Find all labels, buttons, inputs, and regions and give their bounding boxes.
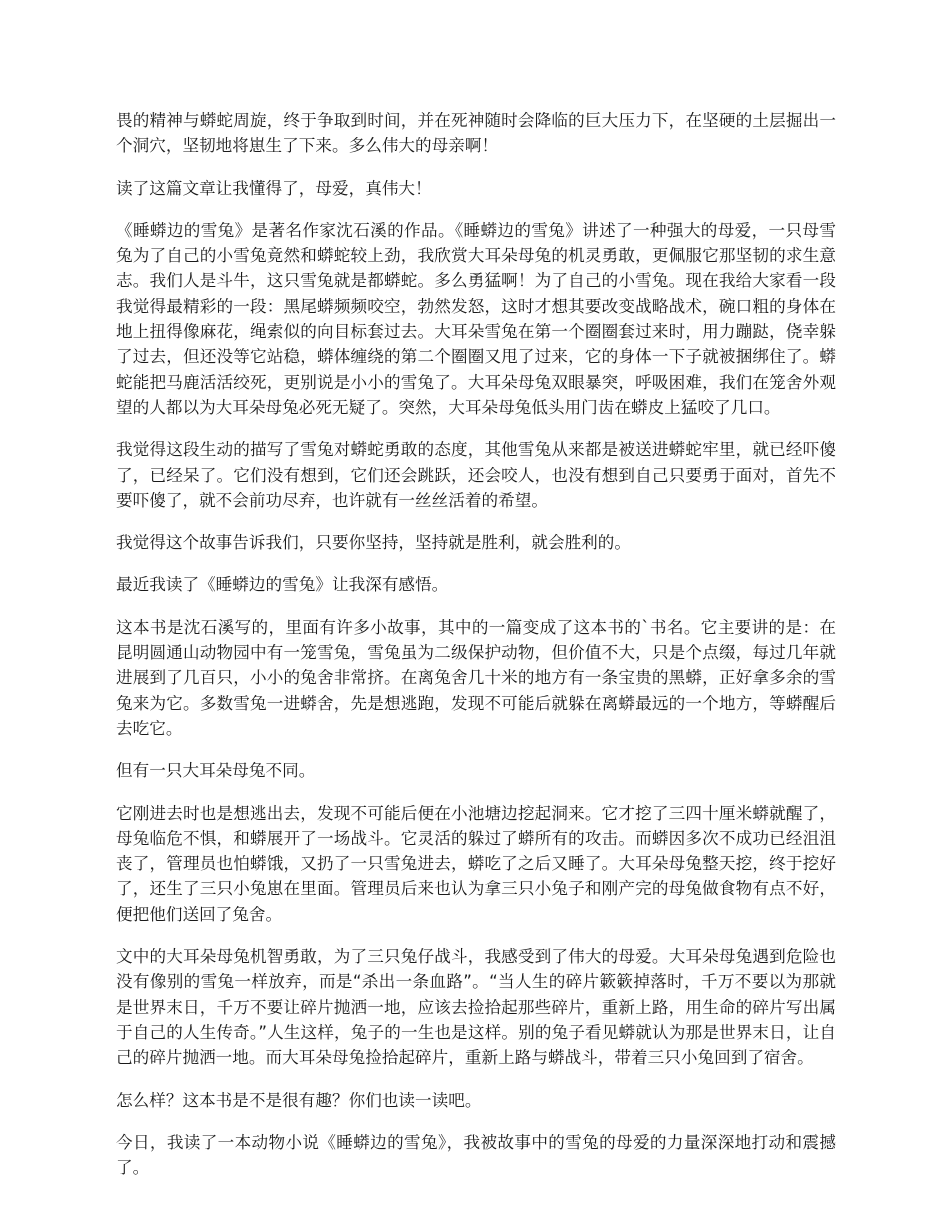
paragraph-3: 《睡蟒边的雪兔》是著名作家沈石溪的作品。《睡蟒边的雪兔》讲述了一种强大的母爱，一只母雪兔为了自己的小雪兔竟然和蟒蛇较上劲，我欣赏大耳朵母兔的机灵勇敢，更佩服它那坚韧的求生意志。我们人是斗牛，这只雪兔就是都蟒蛇。多么勇猛啊！为了自己的小雪兔。现在我给大家看一段我觉得最精彩的一段：黑尾蟒频频咬空，勃然发怒，这时才想其要改变战略战术，碗口粗的身体在地上扭得像麻花，绳索似的向目标套过去。大耳朵雪兔在第一个圈圈套过来时，用力蹦跶，侥幸躲了过去，但还没等它站稳，蟒体缠绕的第二个圈圈又甩了过来，它的身体一下子就被捆绑住了。蟒蛇能把马鹿活活绞死，更别说是小小的雪兔了。大耳朵母兔双眼暴突，呼吸困难，我们在笼舍外观望的人都以为大耳朵母兔必死无疑了。突然，大耳朵母兔低头用门齿在蟒皮上猛咬了几口。	[116, 220, 836, 417]
paragraph-4: 我觉得这段生动的描写了雪兔对蟒蛇勇敢的态度，其他雪兔从来都是被送进蟒蛇牢里，就已经吓傻了，已经呆了。它们没有想到，它们还会跳跃，还会咬人，也没有想到自己只要勇于面对，首先不要吓傻了，就不会前功尽弃，也许就有一丝丝活着的希望。	[116, 440, 836, 510]
paragraph-11: 怎么样？这本书是不是很有趣？你们也读一读吧。	[116, 1090, 482, 1110]
paragraph-6: 最近我读了《睡蟒边的雪兔》让我深有感悟。	[116, 575, 449, 595]
document-body	[116, 108, 836, 1197]
paragraph-7: 这本书是沈石溪写的，里面有许多小故事，其中的一篇变成了这本书的`书名。它主要讲的是：在昆明圆通山动物园中有一笼雪兔，雪兔虽为二级保护动物，但价值不大，只是个点缀，每过几年就进展到了几百只，小小的兔舍非常挤。在离兔舍几十米的地方有一条宝贵的黑蟒，正好拿多余的雪兔来为它。多数雪兔一进蟒舍，先是想逃跑，发现不可能后就躲在离蟒最远的一个地方，等蟒醒后去吃它。	[116, 617, 836, 738]
paragraph-8: 但有一只大耳朵母兔不同。	[116, 761, 316, 781]
paragraph-1: 畏的精神与蟒蛇周旋，终于争取到时间，并在死神随时会降临的巨大压力下，在坚硬的土层掘出一个洞穴，坚韧地将崽生了下来。多么伟大的母亲啊！	[116, 111, 836, 156]
paragraph-2: 读了这篇文章让我懂得了，母爱，真伟大！	[116, 178, 432, 198]
paragraph-9: 它刚进去时也是想逃出去，发现不可能后便在小池塘边挖起洞来。它才挖了三四十厘米蟒就醒了，母兔临危不惧，和蟒展开了一场战斗。它灵活的躲过了蟒所有的攻击。而蟒因多次不成功已经沮沮丧了，管理员也怕蟒饿，又扔了一只雪兔进去，蟒吃了之后又睡了。大耳朵母兔整天挖，终于挖好了，还生了三只小兔崽在里面。管理员后来也认为拿三只小兔子和刚产完的母兔做食物有点不好，便把他们送回了兔舍。	[116, 803, 836, 924]
paragraph-12: 今日，我读了一本动物小说《睡蟒边的雪兔》，我被故事中的雪兔的母爱的力量深深地打动和震撼了。	[116, 1132, 836, 1178]
paragraph-10: 文中的大耳朵母兔机智勇敢，为了三只兔仔战斗，我感受到了伟大的母爱。大耳朵母兔遇到危险也没有像别的雪兔一样放弃，而是“杀出一条血路”。“当人生的碎片簌簌掉落时，千万不要以为那就是世界末日，千万不要让碎片抛洒一地，应该去捡拾起那些碎片，重新上路，用生命的碎片写出属于自己的人生传奇。”人生这样，兔子的一生也是这样。别的兔子看见蟒就认为那是世界末日，让自己的碎片抛洒一地。而大耳朵母兔捡拾起碎片，重新上路与蟒战斗，带着三只小兔回到了宿舍。	[116, 947, 836, 1068]
paragraph-5: 我觉得这个故事告诉我们，只要你坚持，坚持就是胜利，就会胜利的。	[116, 533, 632, 553]
